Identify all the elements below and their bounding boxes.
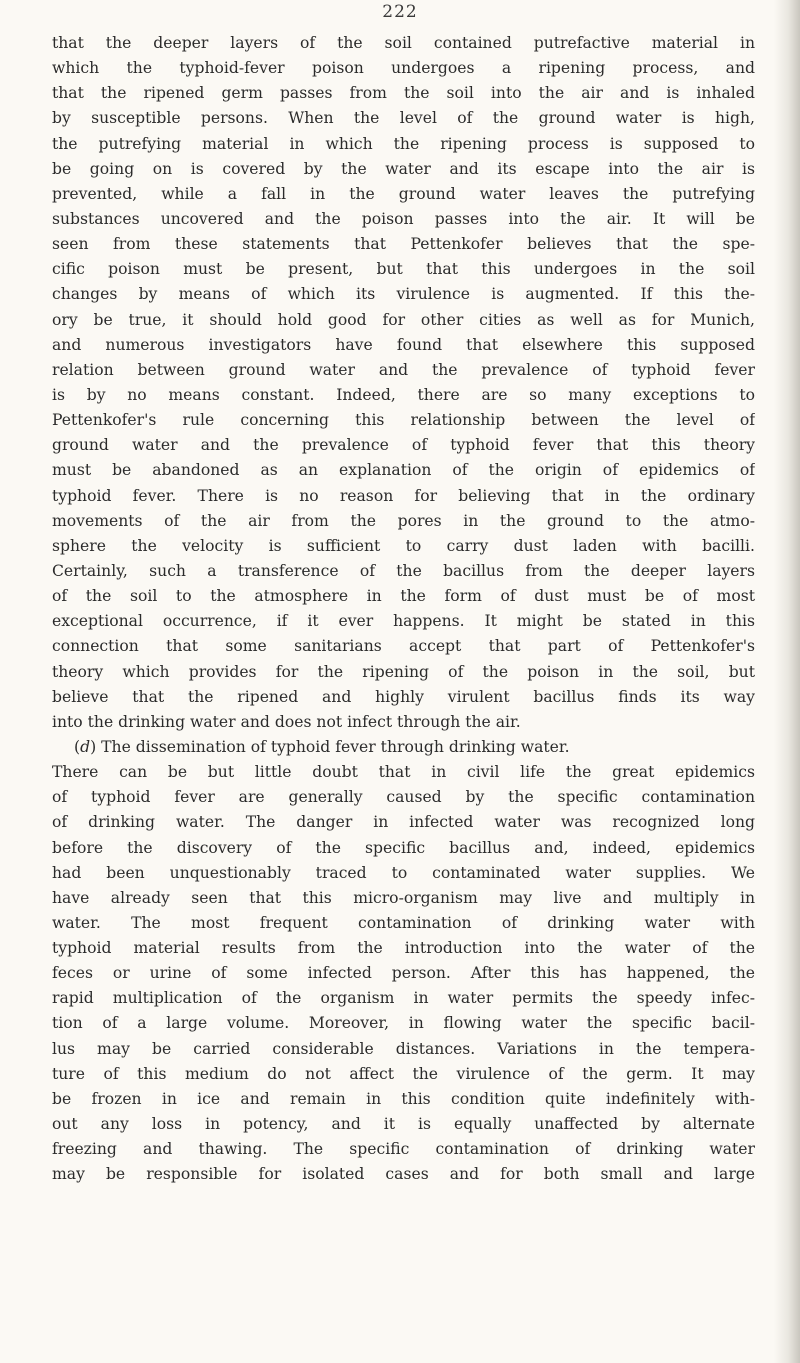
paragraph-drinking-water: [52, 735, 755, 1188]
text-line: substances uncovered and the poison passes into the air. It will be: [52, 209, 755, 228]
text-line: changes by means of which its virulence is augmented. If this the-: [52, 285, 755, 304]
text-line: movements of the air from the pores in the ground to the atmo-: [52, 511, 755, 530]
text-line: (d) The dissemination of typhoid fever through drinking water.: [74, 737, 570, 756]
text-line: prevented, while a fall in the ground water leaves the putrefying: [52, 184, 755, 203]
text-line: of the soil to the atmosphere in the form of dust must be of most: [52, 587, 755, 606]
page-edge-shadow: [774, 0, 800, 1363]
text-line: which the typhoid-fever poison undergoes a ripening process, and: [52, 59, 755, 78]
text-line: must be abandoned as an explanation of the origin of epidemics of: [52, 461, 755, 480]
text-line: rapid multiplication of the organism in water permits the speedy infec-: [52, 989, 755, 1008]
text-line: sphere the velocity is sufficient to carry dust laden with bacilli.: [52, 536, 755, 555]
text-line: freezing and thawing. The specific contamination of drinking water: [52, 1140, 755, 1159]
text-line: seen from these statements that Pettenkofer believes that the spe-: [52, 235, 755, 254]
text-line: tion of a large volume. Moreover, in flowing water the specific bacil-: [52, 1014, 755, 1033]
text-line: be frozen in ice and remain in this condition quite indefinitely with-: [52, 1089, 755, 1108]
text-line: is by no means constant. Indeed, there are so many exceptions to: [52, 385, 755, 404]
body-text: [52, 31, 755, 1187]
text-line: before the discovery of the specific bacillus and, indeed, epidemics: [52, 838, 755, 857]
text-line: ture of this medium do not affect the virulence of the germ. It may: [52, 1064, 755, 1083]
text-line: ory be true, it should hold good for other cities as well as for Munich,: [52, 310, 755, 329]
text-line: Pettenkofer's rule concerning this relationship between the level of: [52, 411, 755, 430]
text-line: typhoid fever. There is no reason for believing that in the ordinary: [52, 486, 755, 505]
text-line: connection that some sanitarians accept that part of Pettenkofer's: [52, 637, 755, 656]
page-number: 222: [382, 2, 418, 22]
text-line: that the deeper layers of the soil contained putrefactive material in: [52, 34, 755, 52]
text-line: of drinking water. The danger in infected water was recognized long: [52, 813, 755, 832]
paragraph-ground-water-theory: [52, 31, 755, 735]
text-line: water. The most frequent contamination of drinking water with: [52, 913, 755, 932]
text-line: into the drinking water and does not infect through the air.: [52, 712, 521, 731]
text-line: lus may be carried considerable distances. Variations in the tempera-: [52, 1039, 755, 1058]
text-line: theory which provides for the ripening of the poison in the soil, but: [52, 662, 755, 681]
text-line: relation between ground water and the prevalence of typhoid fever: [52, 360, 755, 379]
text-line: be going on is covered by the water and its escape into the air is: [52, 159, 755, 178]
text-line: by susceptible persons. When the level of the ground water is high,: [52, 109, 755, 128]
text-line: have already seen that this micro-organism may live and multiply in: [52, 888, 755, 907]
text-line: that the ripened germ passes from the soil into the air and is inhaled: [52, 84, 755, 103]
text-line: feces or urine of some infected person. After this has happened, the: [52, 964, 755, 983]
text-line: of typhoid fever are generally caused by the specific contamination: [52, 788, 755, 807]
text-line: exceptional occurrence, if it ever happens. It might be stated in this: [52, 612, 755, 631]
text-line: There can be but little doubt that in civil life the great epidemics: [52, 763, 755, 782]
text-line: and numerous investigators have found that elsewhere this supposed: [52, 335, 755, 354]
text-line: believe that the ripened and highly virulent bacillus finds its way: [52, 687, 755, 706]
text-line: Certainly, such a transference of the bacillus from the deeper layers: [52, 561, 755, 580]
text-line: may be responsible for isolated cases and for both small and large: [52, 1165, 755, 1184]
text-line: typhoid material results from the introduction into the water of the: [52, 939, 755, 958]
text-line: out any loss in potency, and it is equally unaffected by alternate: [52, 1115, 755, 1134]
text-line: had been unquestionably traced to contaminated water supplies. We: [52, 863, 755, 882]
text-line: cific poison must be present, but that this undergoes in the soil: [52, 260, 755, 279]
text-line: the putrefying material in which the ripening process is supposed to: [52, 134, 755, 153]
text-line: ground water and the prevalence of typhoid fever that this theory: [52, 436, 755, 455]
